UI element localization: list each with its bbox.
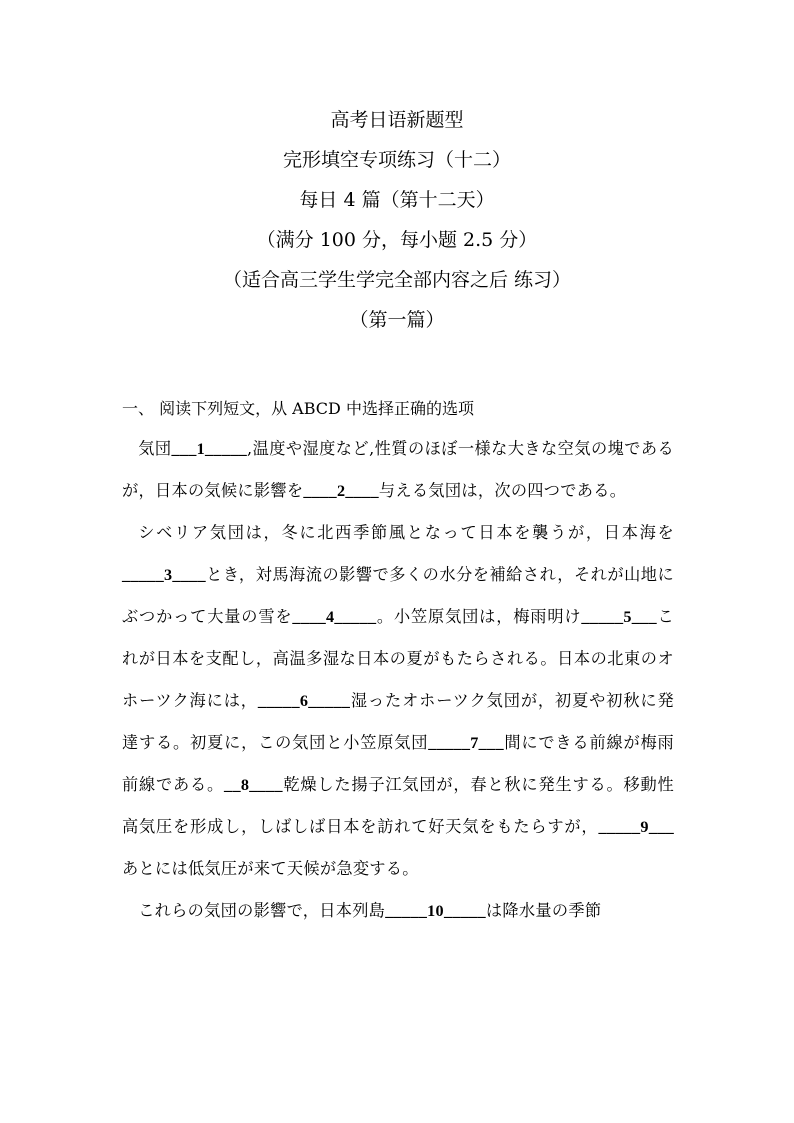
text-segment: とき，対馬海流の影響で多くの水分を補給され，それが山地にぶつかって大量の雪を [122, 565, 674, 626]
title-block [0, 100, 794, 340]
blank-9: _____9___ [598, 818, 674, 836]
blank-7: _____7___ [428, 734, 504, 752]
audience-note: （适合高三学生学完全部内容之后 练习） [222, 269, 572, 291]
paragraph-2 [122, 512, 674, 890]
blank-10: _____10_____ [385, 902, 486, 920]
score-info: （满分 100 分，每小题 2.5 分） [256, 229, 538, 251]
paragraph-3 [122, 890, 674, 932]
text-segment: 。小笠原気団は，梅雨明け [376, 607, 582, 626]
text-segment: これが日本を支配し，高温多湿な日本の夏がもたらされる。日本の北東のオホーツク海には， [122, 607, 674, 710]
passage-body [122, 393, 674, 932]
blank-2: ____2____ [303, 482, 379, 500]
section-instruction: 一、 阅读下列短文，从 ABCD 中选择正确的选项 [122, 399, 474, 418]
exercise-title: 完形填空专项练习（十二） [282, 149, 511, 171]
text-segment: 湿ったオホーツク気団が，初夏や初秋に発達する。初夏に，この気団と小笠原気団 [122, 691, 675, 752]
blank-1: ___1_____ [171, 440, 248, 458]
blank-8: __8____ [224, 776, 283, 794]
text-segment: これらの気団の影響で，日本列島 [138, 901, 386, 920]
text-segment: は降水量の季節 [485, 901, 602, 920]
daily-schedule: 每日 4 篇（第十二天） [299, 189, 495, 211]
text-segment: あとには低気圧が来て天候が急変する。 [122, 859, 419, 878]
blank-4: ____4_____ [292, 608, 377, 626]
text-segment: シベリア気団は，冬に北西季節風となって日本を襲うが，日本海を [138, 523, 674, 542]
paragraph-1 [122, 428, 674, 512]
text-segment: ,温度や湿度など,性質のほぼ一様な大きな空気の塊であるが，日本の気候に影響を [122, 439, 674, 500]
passage-number: （第一篇） [349, 309, 445, 331]
text-segment: 間にできる前線が梅雨前線である。 [122, 733, 675, 794]
blank-6: _____6_____ [257, 692, 351, 710]
blank-3: _____3____ [122, 566, 206, 584]
text-segment: 気団 [138, 439, 172, 458]
exam-title: 高考日语新题型 [330, 109, 464, 131]
text-segment: 与える気団は，次の四つである。 [378, 481, 627, 500]
text-segment: 乾燥した揚子江気団が，春と秋に発生する。移動性高気圧を形成し，しばしば日本を訪れて好天気をもたらすが， [122, 775, 674, 836]
blank-5: _____5___ [581, 608, 657, 626]
